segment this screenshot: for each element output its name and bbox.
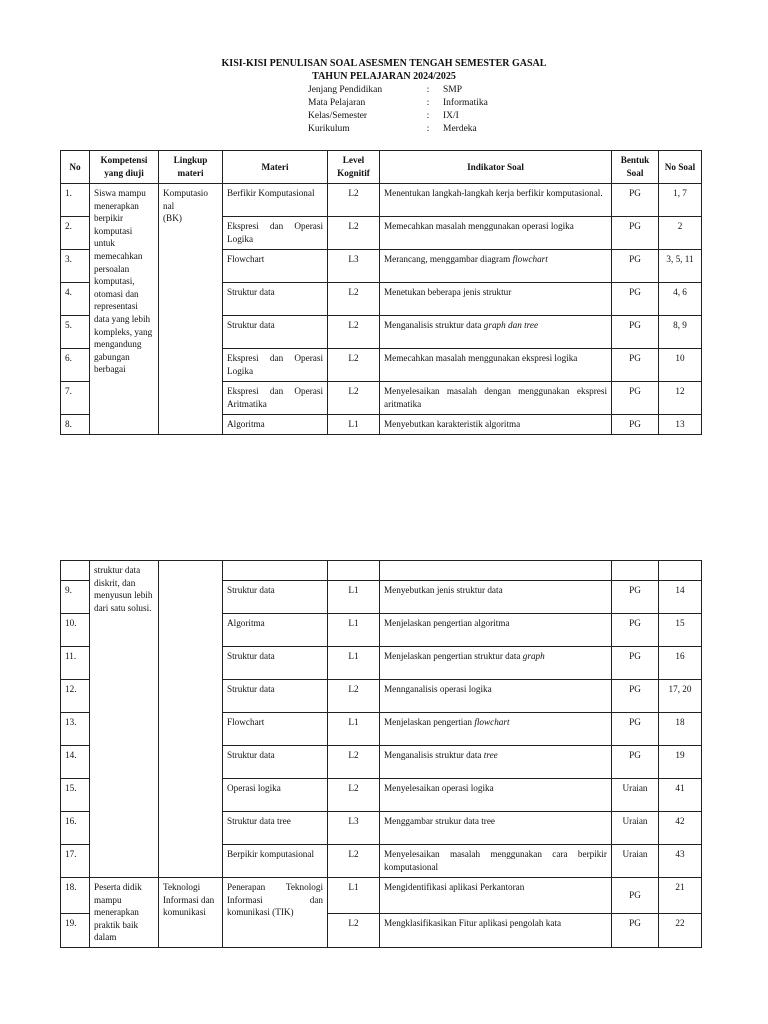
doc-meta xyxy=(308,84,563,136)
cell-indikator: Mennganalisis operasi logika xyxy=(380,680,612,713)
cell-bentuk: Uraian xyxy=(612,779,659,812)
cell-indikator: Mengklasifikasikan Fitur aplikasi pengolah kata xyxy=(380,913,612,947)
cell-materi: Ekspresi dan Operasi Logika xyxy=(223,349,328,382)
kisi-table-page-2 xyxy=(60,560,702,948)
cell-indikator: Memecahkan masalah menggunakan operasi logika xyxy=(380,217,612,250)
cell-level: L2 xyxy=(328,382,380,415)
cell-bentuk: PG xyxy=(612,349,659,382)
header-lingkup: Lingkup materi xyxy=(159,151,223,184)
cell-nosoal: 43 xyxy=(659,845,702,878)
cell-no: 7. xyxy=(61,382,90,415)
cell-kompetensi: Peserta didik mampu menerapkan praktik baik dalam xyxy=(90,878,159,948)
meta-value: IX/I xyxy=(443,111,459,121)
cell-indikator: Menyebutkan jenis struktur data xyxy=(380,581,612,614)
cell-no: 1. xyxy=(61,184,90,217)
cell-materi: Algoritma xyxy=(223,614,328,647)
cell-materi: Struktur data tree xyxy=(223,812,328,845)
cell-materi: Ekspresi dan Operasi Logika xyxy=(223,217,328,250)
cell-bentuk: PG xyxy=(612,382,659,415)
cell-no: 9. xyxy=(61,581,90,614)
cell-bentuk: PG xyxy=(612,217,659,250)
cell-materi: Ekspresi dan Operasi Aritmatika xyxy=(223,382,328,415)
cell-bentuk: PG xyxy=(612,581,659,614)
cell-no: 18. xyxy=(61,878,90,914)
cell-materi: Flowchart xyxy=(223,250,328,283)
cell-level: L1 xyxy=(328,878,380,914)
meta-row xyxy=(308,84,563,97)
cell-nosoal: 16 xyxy=(659,647,702,680)
cell-level: L2 xyxy=(328,913,380,947)
indikator-italic: flowchart xyxy=(474,717,510,727)
cell-bentuk: PG xyxy=(612,647,659,680)
meta-label: Mata Pelajaran xyxy=(308,98,366,108)
cell-no xyxy=(61,561,90,581)
cell-nosoal: 13 xyxy=(659,415,702,435)
indikator-italic: flowchart xyxy=(512,254,548,264)
indikator-text: Menjelaskan pengertian struktur data xyxy=(384,651,523,661)
indikator-text: Merancang, menggambar diagram xyxy=(384,254,513,264)
cell-materi: Struktur data xyxy=(223,581,328,614)
cell-indikator: Memecahkan masalah menggunakan ekspresi logika xyxy=(380,349,612,382)
cell-no: 3. xyxy=(61,250,90,283)
cell-bentuk: PG xyxy=(612,746,659,779)
cell-indikator xyxy=(380,746,612,779)
cell-indikator xyxy=(380,250,612,283)
cell-bentuk: PG xyxy=(612,184,659,217)
cell-no: 10. xyxy=(61,614,90,647)
indikator-text: Menganalisis struktur data xyxy=(384,750,484,760)
indikator-text: Menganalisis struktur data xyxy=(384,320,484,330)
header-materi: Materi xyxy=(223,151,328,184)
cell-nosoal: 22 xyxy=(659,913,702,947)
cell-no: 17. xyxy=(61,845,90,878)
meta-row xyxy=(308,97,563,110)
header-kompetensi: Kompetensi yang diuji xyxy=(90,151,159,184)
cell-bentuk: PG xyxy=(612,250,659,283)
cell-bentuk: PG xyxy=(612,878,659,914)
cell-nosoal: 41 xyxy=(659,779,702,812)
cell-no: 14. xyxy=(61,746,90,779)
cell-level: L1 xyxy=(328,415,380,435)
meta-sep: : xyxy=(426,124,430,134)
cell-indikator: Menentukan langkah-langkah kerja berfikir komputasional. xyxy=(380,184,612,217)
cell-indikator xyxy=(380,713,612,746)
meta-value: Merdeka xyxy=(443,124,477,134)
cell-level: L1 xyxy=(328,614,380,647)
cell-bentuk: PG xyxy=(612,614,659,647)
cell-no: 4. xyxy=(61,283,90,316)
table-row xyxy=(61,878,702,914)
cell-indikator: Menggambar strukur data tree xyxy=(380,812,612,845)
cell-materi: Struktur data xyxy=(223,283,328,316)
cell-indikator: Menetukan beberapa jenis struktur xyxy=(380,283,612,316)
cell-indikator: Mengidentifikasi aplikasi Perkantoran xyxy=(380,878,612,914)
cell-materi: Algoritma xyxy=(223,415,328,435)
cell-materi: Flowchart xyxy=(223,713,328,746)
cell-nosoal: 10 xyxy=(659,349,702,382)
cell-indikator: Menyebutkan karakteristik algoritma xyxy=(380,415,612,435)
cell-no: 15. xyxy=(61,779,90,812)
cell-nosoal: 17, 20 xyxy=(659,680,702,713)
cell-nosoal: 19 xyxy=(659,746,702,779)
cell-bentuk: PG xyxy=(612,283,659,316)
cell-nosoal: 14 xyxy=(659,581,702,614)
indikator-italic: graph dan tree xyxy=(483,320,539,330)
cell-level: L1 xyxy=(328,647,380,680)
indikator-text: Menjelaskan pengertian xyxy=(384,717,475,727)
cell-no: 11. xyxy=(61,647,90,680)
cell-lingkup xyxy=(159,184,223,435)
cell-indikator: Menyelesaikan operasi logika xyxy=(380,779,612,812)
doc-title: KISI-KISI PENULISAN SOAL ASESMEN TENGAH SEMESTER GASAL xyxy=(221,58,547,69)
cell-level: L2 xyxy=(328,845,380,878)
cell-nosoal: 12 xyxy=(659,382,702,415)
kisi-table-page-1 xyxy=(60,150,702,435)
cell-indikator: Menyelesaikan masalah menggunakan cara berpikir komputasional xyxy=(380,845,612,878)
table-row xyxy=(61,184,702,217)
header-nosoal: No Soal xyxy=(659,151,702,184)
cell-level: L2 xyxy=(328,217,380,250)
cell-lingkup: Teknologi Informasi dan komunikasi xyxy=(159,878,223,948)
cell-level: L2 xyxy=(328,779,380,812)
header-no: No xyxy=(61,151,90,184)
meta-label: Kelas/Semester xyxy=(308,111,368,121)
cell-no: 12. xyxy=(61,680,90,713)
cell-no: 16. xyxy=(61,812,90,845)
cell-bentuk xyxy=(612,561,659,581)
cell-nosoal: 18 xyxy=(659,713,702,746)
cell-kompetensi: struktur data diskrit, dan menyusun lebih dari satu solusi. xyxy=(90,561,159,878)
lingkup-text: Komputasio xyxy=(163,188,208,198)
lingkup-text: nal xyxy=(163,200,175,211)
cell-indikator: Menyelesaikan masalah dengan menggunakan ekspresi aritmatika xyxy=(380,382,612,415)
indikator-italic: graph xyxy=(522,651,545,661)
cell-indikator xyxy=(380,561,612,581)
cell-level: L1 xyxy=(328,581,380,614)
cell-nosoal: 2 xyxy=(659,217,702,250)
cell-nosoal: 15 xyxy=(659,614,702,647)
cell-indikator xyxy=(380,647,612,680)
cell-no: 5. xyxy=(61,316,90,349)
cell-no: 2. xyxy=(61,217,90,250)
cell-level: L2 xyxy=(328,316,380,349)
cell-level: L1 xyxy=(328,713,380,746)
cell-bentuk: PG xyxy=(612,316,659,349)
meta-value: SMP xyxy=(443,85,463,95)
cell-materi: Operasi logika xyxy=(223,779,328,812)
cell-nosoal: 8, 9 xyxy=(659,316,702,349)
meta-label: Jenjang Pendidikan xyxy=(308,85,383,95)
cell-bentuk: Uraian xyxy=(612,845,659,878)
header-level: Level Kognitif xyxy=(328,151,380,184)
cell-materi: Berpikir komputasional xyxy=(223,845,328,878)
cell-nosoal: 42 xyxy=(659,812,702,845)
meta-row xyxy=(308,110,563,123)
lingkup-text: (BK) xyxy=(163,213,182,224)
table-row xyxy=(61,561,702,581)
meta-sep: : xyxy=(426,111,430,121)
table-header-row xyxy=(61,151,702,184)
header-indikator: Indikator Soal xyxy=(380,151,612,184)
cell-nosoal: 3, 5, 11 xyxy=(659,250,702,283)
cell-indikator: Menjelaskan pengertian algoritma xyxy=(380,614,612,647)
cell-materi xyxy=(223,561,328,581)
meta-sep: : xyxy=(426,98,430,108)
indikator-italic: tree xyxy=(483,750,498,760)
cell-indikator xyxy=(380,316,612,349)
cell-nosoal: 4, 6 xyxy=(659,283,702,316)
doc-subtitle: TAHUN PELAJARAN 2024/2025 xyxy=(312,71,456,82)
cell-no: 19. xyxy=(61,913,90,947)
cell-materi: Struktur data xyxy=(223,746,328,779)
cell-nosoal: 21 xyxy=(659,878,702,914)
meta-value: Informatika xyxy=(443,98,488,108)
cell-level: L2 xyxy=(328,184,380,217)
cell-level: L3 xyxy=(328,812,380,845)
cell-level: L2 xyxy=(328,283,380,316)
cell-kompetensi: Siswa mampu menerapkan berpikir komputasi untuk memecahkan persoalan komputasi, otomasi dan representasi data yang lebih kompleks, yang mengandung gabungan berbagai xyxy=(90,184,159,435)
cell-bentuk: PG xyxy=(612,415,659,435)
cell-materi: Berfikir Komputasional xyxy=(223,184,328,217)
cell-lingkup xyxy=(159,561,223,878)
cell-bentuk: Uraian xyxy=(612,812,659,845)
cell-level: L2 xyxy=(328,680,380,713)
cell-materi: Penerapan Teknologi Informasi dan komunikasi (TIK) xyxy=(223,878,328,948)
cell-no: 6. xyxy=(61,349,90,382)
cell-nosoal xyxy=(659,561,702,581)
cell-level: L2 xyxy=(328,746,380,779)
cell-bentuk: PG xyxy=(612,913,659,947)
cell-bentuk: PG xyxy=(612,713,659,746)
meta-label: Kurikulum xyxy=(308,124,350,134)
cell-materi: Struktur data xyxy=(223,316,328,349)
cell-bentuk: PG xyxy=(612,680,659,713)
header-bentuk: Bentuk Soal xyxy=(612,151,659,184)
cell-materi: Struktur data xyxy=(223,647,328,680)
meta-row xyxy=(308,123,563,136)
cell-nosoal: 1, 7 xyxy=(659,184,702,217)
cell-level xyxy=(328,561,380,581)
meta-sep: : xyxy=(426,85,430,95)
cell-level: L3 xyxy=(328,250,380,283)
cell-level: L2 xyxy=(328,349,380,382)
cell-no: 8. xyxy=(61,415,90,435)
cell-materi: Struktur data xyxy=(223,680,328,713)
cell-no: 13. xyxy=(61,713,90,746)
